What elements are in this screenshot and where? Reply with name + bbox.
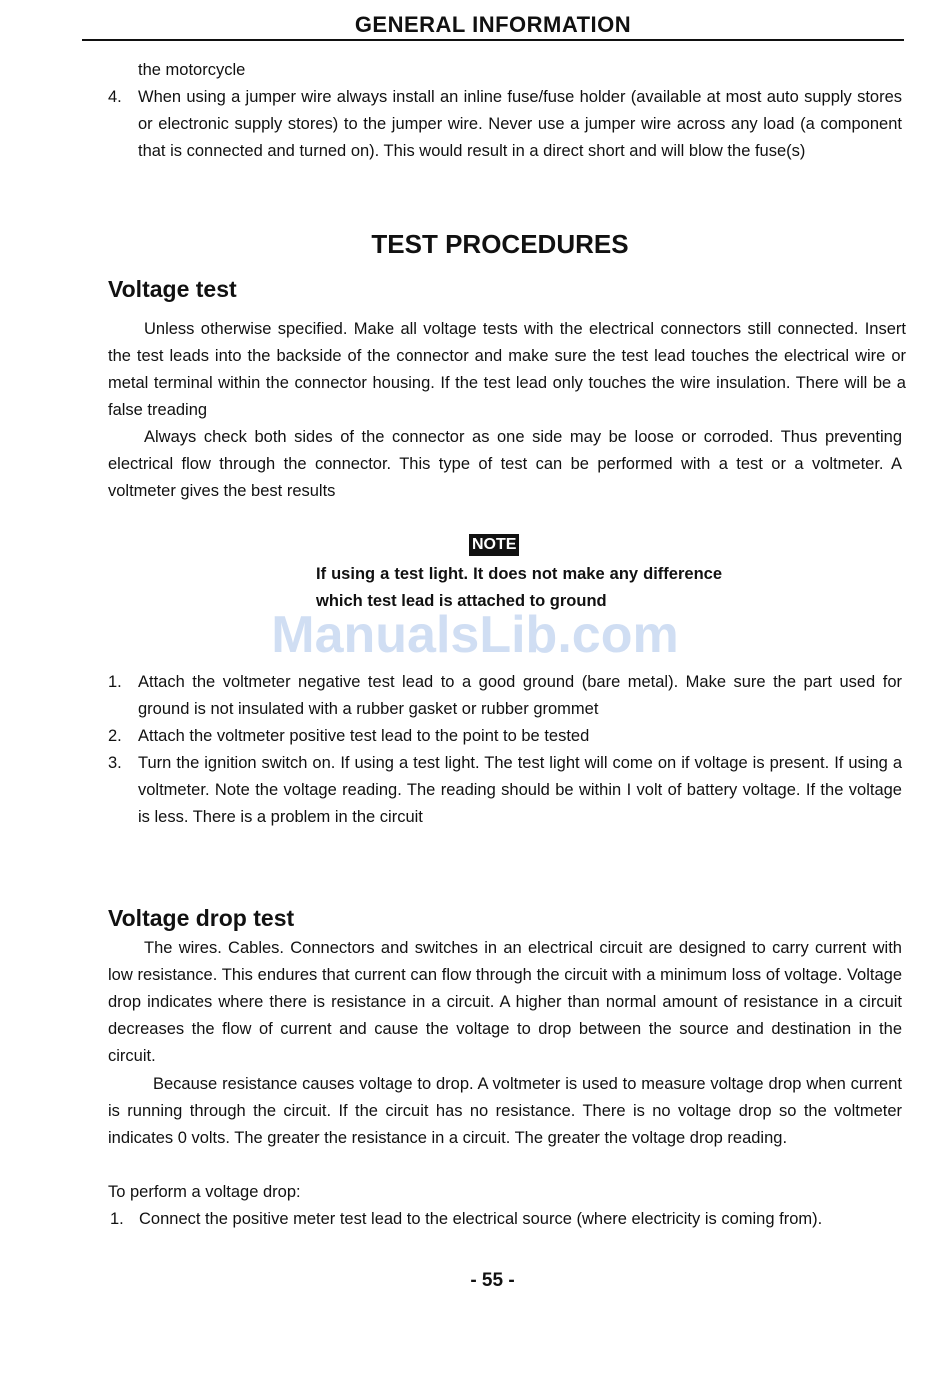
intro-item-text: When using a jumper wire always install an inline fuse/fuse holder (available at most auto supply stores or electronic supply stores) to the jumper wire. Never use a jumper wire across any load (a component that is connected and turned on). This would result in a direct short and will blow the fuse(s) <box>138 88 902 160</box>
voltage-test-paragraph-2: Always check both sides of the connector as one side may be loose or corroded. Thus preventing electrical flow through the connector. This type of test can be performed with a test or a voltmeter. A voltmeter gives the best results <box>108 428 902 500</box>
note-label: NOTE <box>469 534 519 556</box>
note-text: If using a test light. It does not make any difference which test lead is attached to ground <box>316 565 722 610</box>
voltage-step-text: Attach the voltmeter negative test lead to a good ground (bare metal). Make sure the part used for ground is not insulated with a rubber gasket or rubber grommet <box>138 673 902 718</box>
section-title-test-procedures: TEST PROCEDURES <box>371 229 629 259</box>
intro-item-number: 4. <box>108 88 122 106</box>
voltage-step-number: 1. <box>108 673 122 691</box>
voltage-drop-paragraph-2: Because resistance causes voltage to drop. A voltmeter is used to measure voltage drop when current is running through the circuit. If the circuit has no resistance. There is no voltage drop so the voltmeter indicates 0 volts. The greater the resistance in a circuit. The greater the voltage drop reading. <box>108 1075 902 1147</box>
intro-continuation: the motorcycle <box>138 61 246 79</box>
voltage-drop-step-number: 1. <box>110 1210 124 1228</box>
voltage-drop-paragraph-1: The wires. Cables. Connectors and switches in an electrical circuit are designed to carry current with low resistance. This endures that current can flow through the circuit with a minimum loss of voltage. Voltage drop indicates where there is resistance in a circuit. A higher than normal amount of resistance in a circuit decreases the flow of current and cause the voltage to drop between the source and destination in the circuit. <box>108 939 902 1065</box>
heading-voltage-test: Voltage test <box>108 276 237 302</box>
voltage-step-number: 2. <box>108 727 122 745</box>
header-divider <box>82 39 904 41</box>
watermark-logo: ManualsLib.com <box>271 606 679 664</box>
voltage-drop-lead: To perform a voltage drop: <box>108 1183 301 1201</box>
heading-voltage-drop-test: Voltage drop test <box>108 905 295 931</box>
voltage-step-text: Attach the voltmeter positive test lead to the point to be tested <box>138 727 590 745</box>
page-number: - 55 - <box>470 1270 515 1291</box>
voltage-step-number: 3. <box>108 754 122 772</box>
page-header-title: GENERAL INFORMATION <box>354 12 632 37</box>
voltage-test-paragraph-1: Unless otherwise specified. Make all voltage tests with the electrical connectors still connected. Insert the test leads into the backside of the connector and make sure the test lead touches the electrical wire or metal terminal within the connector housing. If the test lead only touches the wire insulation. There will be a false treading <box>108 320 906 419</box>
voltage-drop-step-text: Connect the positive meter test lead to the electrical source (where electricity is coming from). <box>139 1210 823 1228</box>
voltage-step-text: Turn the ignition switch on. If using a test light. The test light will come on if voltage is present. If using a voltmeter. Note the voltage reading. The reading should be within I volt of battery voltage. If the voltage is less. There is a problem in the circuit <box>138 754 902 826</box>
